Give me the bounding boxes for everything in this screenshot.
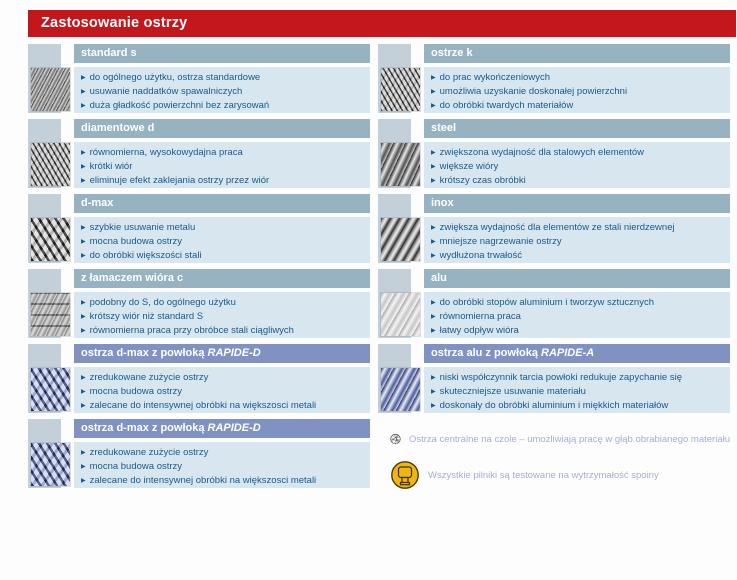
bullet-list bbox=[74, 67, 370, 113]
bullet-item bbox=[81, 235, 370, 249]
burr-photo-lamacz-wiora-c bbox=[31, 293, 70, 336]
bullet-item bbox=[81, 310, 370, 324]
section-header bbox=[74, 119, 370, 138]
burr-photo-rapide-a bbox=[381, 368, 420, 411]
bullet-text: do obróbki większości stali bbox=[89, 250, 202, 261]
bullet-item bbox=[431, 146, 730, 160]
bullet-arrow-icon: ▶ bbox=[81, 103, 86, 109]
bullet-item bbox=[81, 85, 370, 99]
bullet-list bbox=[424, 142, 730, 188]
row-alu-rapide-a bbox=[378, 344, 730, 413]
title-bar bbox=[28, 10, 736, 37]
bullet-arrow-icon: ▶ bbox=[431, 178, 436, 184]
bullet-text: do obróbki twardych materiałów bbox=[439, 100, 574, 111]
bullet-text: wydłużona trwałość bbox=[439, 250, 522, 261]
bullet-text: zredukowane zużycie ostrzy bbox=[89, 372, 209, 383]
bullet-item bbox=[431, 174, 730, 188]
bullet-item bbox=[431, 99, 730, 113]
section-header bbox=[74, 269, 370, 288]
bullet-arrow-icon: ▶ bbox=[431, 389, 436, 395]
row-standard-s bbox=[28, 44, 370, 113]
section-header bbox=[424, 344, 730, 363]
bullet-arrow-icon: ▶ bbox=[431, 403, 436, 409]
bullet-arrow-icon: ▶ bbox=[81, 314, 86, 320]
burr-photo-standard-s bbox=[31, 68, 70, 111]
bullet-list bbox=[424, 217, 730, 263]
bullet-text: szybkie usuwanie metalu bbox=[89, 222, 196, 233]
bullet-arrow-icon: ▶ bbox=[431, 150, 436, 156]
bullet-text: większe wióry bbox=[439, 161, 499, 172]
note-text: Ostrza centralne na czole – umożliwiają pracę w głąb obrabianego materiału bbox=[408, 433, 730, 445]
bullet-item bbox=[81, 174, 370, 188]
bullet-item bbox=[81, 71, 370, 85]
header-label: z łamaczem wióra c bbox=[81, 272, 184, 284]
bullet-arrow-icon: ▶ bbox=[431, 300, 436, 306]
left-column bbox=[28, 44, 370, 496]
bullet-list bbox=[74, 442, 370, 488]
bullet-arrow-icon: ▶ bbox=[81, 75, 86, 81]
footnotes bbox=[378, 424, 730, 490]
row-dmax-rapide-d-2 bbox=[28, 419, 370, 488]
bullet-item bbox=[81, 460, 370, 474]
header-label: ostrza alu z powłoką bbox=[431, 347, 542, 359]
bullet-arrow-icon: ▶ bbox=[431, 253, 436, 259]
bullet-item bbox=[81, 296, 370, 310]
section-header bbox=[74, 344, 370, 363]
row-d-max bbox=[28, 194, 370, 263]
bullet-text: do prac wykończeniowych bbox=[439, 72, 550, 83]
bullet-arrow-icon: ▶ bbox=[81, 375, 86, 381]
bullet-item bbox=[431, 310, 730, 324]
right-column bbox=[378, 44, 730, 496]
bullet-arrow-icon: ▶ bbox=[431, 89, 436, 95]
bullet-text: eliminuje efekt zaklejania ostrzy przez wiór bbox=[89, 175, 270, 186]
bullet-item bbox=[431, 85, 730, 99]
header-label: standard s bbox=[81, 47, 137, 59]
bullet-text: krótszy czas obróbki bbox=[439, 175, 526, 186]
bullet-arrow-icon: ▶ bbox=[81, 464, 86, 470]
bullet-arrow-icon: ▶ bbox=[431, 314, 436, 320]
bullet-item bbox=[431, 399, 730, 413]
bullet-item bbox=[81, 371, 370, 385]
bullet-item bbox=[431, 296, 730, 310]
bullet-item bbox=[81, 474, 370, 488]
bullet-arrow-icon: ▶ bbox=[81, 403, 86, 409]
bullet-arrow-icon: ▶ bbox=[431, 225, 436, 231]
bullet-text: mocna budowa ostrzy bbox=[89, 386, 183, 397]
bullet-item bbox=[81, 221, 370, 235]
row-lamacz-wiora-c bbox=[28, 269, 370, 338]
bullet-list bbox=[74, 367, 370, 413]
bullet-arrow-icon: ▶ bbox=[81, 150, 86, 156]
bullet-text: skuteczniejsze usuwanie materiału bbox=[439, 386, 586, 397]
bullet-text: równomierna praca przy obróbce stali ciągliwych bbox=[89, 325, 294, 336]
burr-photo-diamentowe-d bbox=[31, 143, 70, 186]
header-label: steel bbox=[431, 122, 457, 134]
header-label: alu bbox=[431, 272, 447, 284]
bullet-item bbox=[81, 249, 370, 263]
bullet-item bbox=[431, 249, 730, 263]
bullet-item bbox=[431, 371, 730, 385]
bullet-item bbox=[81, 385, 370, 399]
note-text: Wszystkie pilniki są testowane na wytrzymałość spoiny bbox=[428, 469, 659, 481]
bullet-arrow-icon: ▶ bbox=[431, 375, 436, 381]
bullet-arrow-icon: ▶ bbox=[81, 300, 86, 306]
note-weld-tested bbox=[390, 460, 730, 490]
bullet-text: mniejsze nagrzewanie ostrzy bbox=[439, 236, 562, 247]
bullet-text: usuwanie naddatków spawalniczych bbox=[89, 86, 243, 97]
bullet-arrow-icon: ▶ bbox=[81, 89, 86, 95]
bullet-list bbox=[424, 67, 730, 113]
bullet-text: doskonały do obróbki aluminium i miękkich materiałów bbox=[439, 400, 669, 411]
bullet-text: niski współczynnik tarcia powłoki redukuje zapychanie się bbox=[439, 372, 682, 383]
section-header bbox=[74, 44, 370, 63]
bullet-text: do ogólnego użytku, ostrza standardowe bbox=[89, 72, 261, 83]
row-diamentowe-d bbox=[28, 119, 370, 188]
header-label: inox bbox=[431, 197, 454, 209]
bullet-item bbox=[81, 399, 370, 413]
header-label: ostrza d-max z powłoką bbox=[81, 347, 208, 359]
bullet-text: zalecane do intensywnej obróbki na większosci metali bbox=[89, 400, 317, 411]
bullet-item bbox=[431, 324, 730, 338]
ball-burr-face-icon bbox=[390, 424, 401, 454]
bullet-arrow-icon: ▶ bbox=[81, 253, 86, 259]
bullet-text: duża gładkość powierzchni bez zarysowań bbox=[89, 100, 270, 111]
bullet-text: krótki wiór bbox=[89, 161, 133, 172]
bullet-text: zwiększona wydajność dla stalowych elementów bbox=[439, 147, 644, 158]
bullet-arrow-icon: ▶ bbox=[81, 328, 86, 334]
bullet-arrow-icon: ▶ bbox=[431, 164, 436, 170]
bullet-text: zalecane do intensywnej obróbki na większosci metali bbox=[89, 475, 317, 486]
burr-photo-alu bbox=[381, 293, 420, 336]
header-label: ostrze k bbox=[431, 47, 473, 59]
bullet-item bbox=[431, 385, 730, 399]
bullet-list bbox=[424, 292, 730, 338]
note-central-blades bbox=[390, 424, 730, 454]
bullet-item bbox=[431, 71, 730, 85]
bullet-list bbox=[74, 292, 370, 338]
bullet-arrow-icon: ▶ bbox=[81, 450, 86, 456]
row-dmax-rapide-d-1 bbox=[28, 344, 370, 413]
burr-photo-rapide-d bbox=[31, 443, 70, 486]
bullet-arrow-icon: ▶ bbox=[81, 225, 86, 231]
bullet-arrow-icon: ▶ bbox=[81, 239, 86, 245]
bullet-text: krótszy wiór niż standard S bbox=[89, 311, 204, 322]
section-header bbox=[74, 194, 370, 213]
bullet-list bbox=[74, 142, 370, 188]
bullet-text: umożliwia uzyskanie doskonałej powierzchni bbox=[439, 86, 628, 97]
burr-photo-ostrze-k bbox=[381, 68, 420, 111]
bullet-item bbox=[431, 160, 730, 174]
page-title: Zastosowanie ostrzy bbox=[41, 15, 188, 31]
bullet-arrow-icon: ▶ bbox=[81, 389, 86, 395]
bullet-text: równomierna praca bbox=[439, 311, 521, 322]
bullet-list bbox=[424, 367, 730, 413]
burr-photo-rapide-d bbox=[31, 368, 70, 411]
bullet-arrow-icon: ▶ bbox=[81, 478, 86, 484]
bullet-arrow-icon: ▶ bbox=[81, 178, 86, 184]
bullet-item bbox=[431, 221, 730, 235]
section-header bbox=[74, 419, 370, 438]
bullet-text: do obróbki stopów aluminium i tworzyw sztucznych bbox=[439, 297, 654, 308]
bullet-text: podobny do S, do ogólnego użytku bbox=[89, 297, 236, 308]
burr-photo-inox bbox=[381, 218, 420, 261]
bullet-text: zredukowane zużycie ostrzy bbox=[89, 447, 209, 458]
header-label-italic: RAPIDE-D bbox=[207, 422, 261, 434]
header-label-italic: RAPIDE-D bbox=[207, 347, 261, 359]
bullet-item bbox=[81, 99, 370, 113]
burr-photo-d-max bbox=[31, 218, 70, 261]
bullet-text: mocna budowa ostrzy bbox=[89, 461, 183, 472]
bullet-list bbox=[74, 217, 370, 263]
header-label-italic: RAPIDE-A bbox=[541, 347, 595, 359]
blade-application-table bbox=[28, 44, 730, 496]
header-label: d-max bbox=[81, 197, 114, 209]
section-header bbox=[424, 194, 730, 213]
bullet-item bbox=[81, 446, 370, 460]
bullet-text: łatwy odpływ wióra bbox=[439, 325, 519, 336]
row-alu bbox=[378, 269, 730, 338]
weld-test-icon bbox=[390, 460, 420, 490]
row-inox bbox=[378, 194, 730, 263]
bullet-arrow-icon: ▶ bbox=[431, 328, 436, 334]
bullet-arrow-icon: ▶ bbox=[81, 164, 86, 170]
bullet-text: mocna budowa ostrzy bbox=[89, 236, 183, 247]
bullet-item bbox=[81, 160, 370, 174]
burr-photo-steel bbox=[381, 143, 420, 186]
bullet-arrow-icon: ▶ bbox=[431, 103, 436, 109]
row-ostrze-k bbox=[378, 44, 730, 113]
bullet-arrow-icon: ▶ bbox=[431, 75, 436, 81]
bullet-item bbox=[81, 146, 370, 160]
bullet-arrow-icon: ▶ bbox=[431, 239, 436, 245]
row-steel bbox=[378, 119, 730, 188]
section-header bbox=[424, 119, 730, 138]
header-label: ostrza d-max z powłoką bbox=[81, 422, 208, 434]
section-header bbox=[424, 269, 730, 288]
bullet-item bbox=[81, 324, 370, 338]
section-header bbox=[424, 44, 730, 63]
bullet-text: równomierna, wysokowydajna praca bbox=[89, 147, 243, 158]
bullet-item bbox=[431, 235, 730, 249]
header-label: diamentowe d bbox=[81, 122, 155, 134]
bullet-text: zwiększa wydajność dla elementów ze stali nierdzewnej bbox=[439, 222, 675, 233]
